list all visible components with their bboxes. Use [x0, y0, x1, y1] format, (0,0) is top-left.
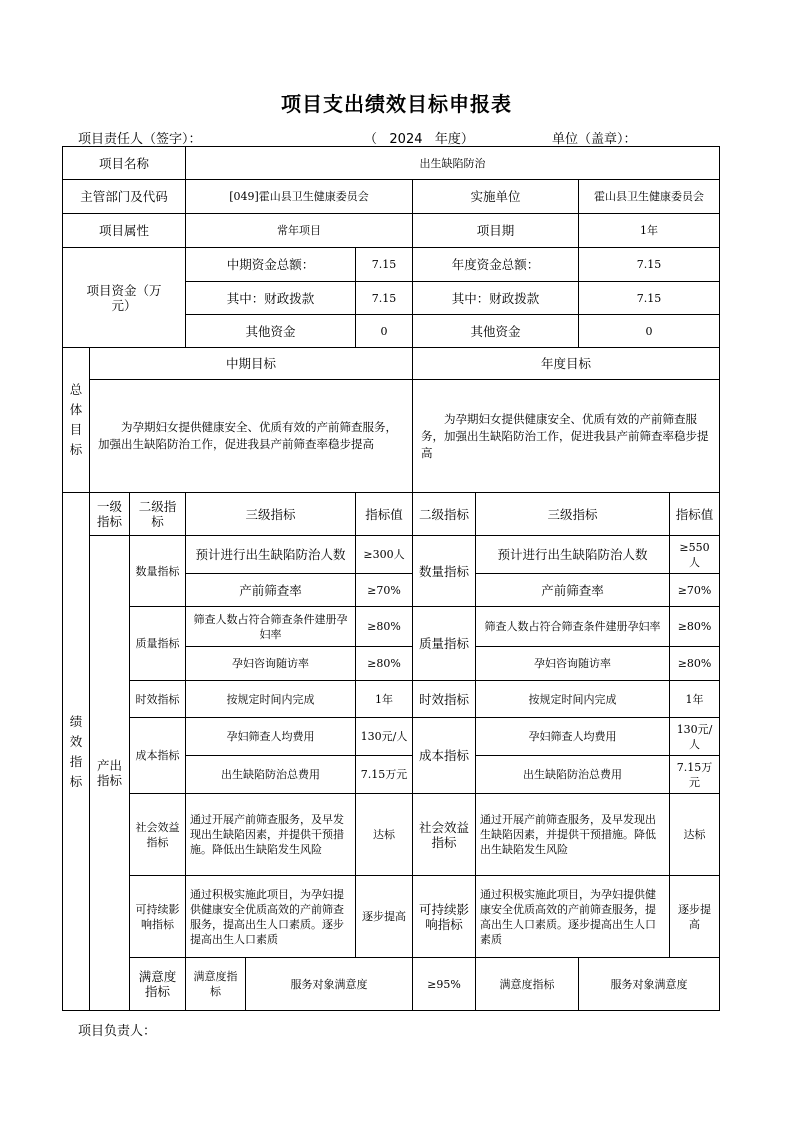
- table-cell: ≥70%: [670, 574, 720, 607]
- indicators-label: 绩效指标: [63, 493, 90, 1011]
- table-cell: 筛查人数占符合筛查条件建册孕妇率: [186, 607, 356, 647]
- table-cell: 产前筛查率: [186, 574, 356, 607]
- year-other: 0: [579, 315, 720, 348]
- table-cell: 130元/人: [356, 718, 413, 756]
- page-title: 项目支出绩效目标申报表: [281, 92, 512, 116]
- table-cell: 孕妇筛查人均费用: [476, 718, 670, 756]
- unit-label: 单位（盖章）：: [552, 132, 637, 147]
- dept-value: [049]霍山县卫生健康委员会: [186, 180, 413, 214]
- table-cell: 达标: [670, 794, 720, 876]
- table-cell: 通过积极实施此项目，为孕妇提供健康安全优质高效的产前筛查服务，提高出生人口素质。逐步提高出生人口素质: [476, 876, 670, 958]
- table-cell: 服务对象满意度: [579, 958, 720, 1011]
- attr-value: 常年项目: [186, 214, 413, 248]
- table-cell: 通过开展产前筛查服务，及早发现出生缺陷因素，并提供干预措施。降低出生缺陷发生风险: [186, 794, 356, 876]
- sustainable-label: 可持续影响指标: [130, 876, 186, 958]
- mid-total-label: 中期资金总额：: [186, 248, 356, 282]
- period-label: 项目期: [413, 214, 579, 248]
- level2-header-year: 二级指标: [413, 493, 476, 536]
- level3-header: 三级指标: [186, 493, 356, 536]
- value-header-year: 指标值: [670, 493, 720, 536]
- year-text: （ 2024 年度）: [364, 132, 474, 147]
- social-benefit-label: 社会效益指标: [130, 794, 186, 876]
- level3-header-year: 三级指标: [476, 493, 670, 536]
- table-cell: 预计进行出生缺陷防治人数: [186, 536, 356, 574]
- table-cell: 130元/人: [670, 718, 720, 756]
- sustainable-label-year: 可持续影响指标: [413, 876, 476, 958]
- table-cell: 1年: [356, 681, 413, 718]
- period-value: 1年: [579, 214, 720, 248]
- performance-table: [62, 146, 720, 1011]
- mid-other: 0: [356, 315, 413, 348]
- impl-value: 霍山县卫生健康委员会: [579, 180, 720, 214]
- table-cell: 达标: [356, 794, 413, 876]
- table-cell: 出生缺陷防治总费用: [186, 756, 356, 794]
- quality-label-year: 质量指标: [413, 607, 476, 681]
- table-cell: ≥300人: [356, 536, 413, 574]
- table-cell: ≥95%: [413, 958, 476, 1011]
- satisfaction-level1-label: 满意度指标: [130, 958, 186, 1011]
- quality-label: 质量指标: [130, 607, 186, 681]
- output-indicator-label: 产出指标: [90, 536, 130, 1011]
- year-fiscal-label: 其中：财政拨款: [413, 282, 579, 315]
- cost-label-year: 成本指标: [413, 718, 476, 794]
- overall-goal-label: 总体目标: [63, 348, 90, 493]
- table-cell: 筛查人数占符合筛查条件建册孕妇率: [476, 607, 670, 647]
- table-cell: ≥80%: [670, 607, 720, 647]
- project-leader-label: 项目负责人：: [78, 1024, 157, 1039]
- responsible-label: 项目责任人（签字）：: [78, 132, 202, 147]
- table-cell: 逐步提高: [356, 876, 413, 958]
- mid-other-label: 其他资金: [186, 315, 356, 348]
- quantity-label-year: 数量指标: [413, 536, 476, 607]
- mid-fiscal: 7.15: [356, 282, 413, 315]
- table-cell: 预计进行出生缺陷防治人数: [476, 536, 670, 574]
- year-goal-header: 年度目标: [413, 348, 720, 380]
- timeliness-label: 时效指标: [130, 681, 186, 718]
- table-cell: 孕妇筛查人均费用: [186, 718, 356, 756]
- table-cell: ≥80%: [670, 647, 720, 681]
- table-cell: ≥80%: [356, 607, 413, 647]
- table-cell: 孕妇咨询随访率: [476, 647, 670, 681]
- mid-total: 7.15: [356, 248, 413, 282]
- table-cell: ≥70%: [356, 574, 413, 607]
- table-cell: 孕妇咨询随访率: [186, 647, 356, 681]
- table-cell: 服务对象满意度: [246, 958, 413, 1011]
- quantity-label: 数量指标: [130, 536, 186, 607]
- cost-label: 成本指标: [130, 718, 186, 794]
- table-cell: 按规定时间内完成: [186, 681, 356, 718]
- impl-label: 实施单位: [413, 180, 579, 214]
- table-cell: 按规定时间内完成: [476, 681, 670, 718]
- table-cell: 7.15万元: [356, 756, 413, 794]
- table-cell: 产前筛查率: [476, 574, 670, 607]
- level2-header: 二级指标: [130, 493, 186, 536]
- mid-fiscal-label: 其中：财政拨款: [186, 282, 356, 315]
- year-fiscal: 7.15: [579, 282, 720, 315]
- table-cell: ≥550人: [670, 536, 720, 574]
- satisfaction-label: 满意度指标: [186, 958, 246, 1011]
- table-cell: 通过积极实施此项目，为孕妇提供健康安全优质高效的产前筛查服务，提高出生人口素质。逐步提高出生人口素质: [186, 876, 356, 958]
- year-other-label: 其他资金: [413, 315, 579, 348]
- dept-label: 主管部门及代码: [63, 180, 186, 214]
- funds-label: 项目资金（万元）: [63, 248, 186, 348]
- satisfaction-label-year: 满意度指标: [476, 958, 579, 1011]
- mid-goal-header: 中期目标: [90, 348, 413, 380]
- year-total-label: 年度资金总额：: [413, 248, 579, 282]
- table-cell: 出生缺陷防治总费用: [476, 756, 670, 794]
- table-cell: ≥80%: [356, 647, 413, 681]
- level1-header: 一级指标: [90, 493, 130, 536]
- social-benefit-label-year: 社会效益指标: [413, 794, 476, 876]
- table-cell: 7.15万元: [670, 756, 720, 794]
- table-cell: 通过开展产前筛查服务，及早发现出生缺陷因素，并提供干预措施。降低出生缺陷发生风险: [476, 794, 670, 876]
- mid-goal-text: 为孕期妇女提供健康安全、优质有效的产前筛查服务，加强出生缺陷防治工作，促进我县产前筛查率稳步提高: [90, 380, 413, 493]
- table-cell: 逐步提高: [670, 876, 720, 958]
- project-name: 出生缺陷防治: [186, 147, 720, 180]
- value-header: 指标值: [356, 493, 413, 536]
- table-cell: 1年: [670, 681, 720, 718]
- project-name-label: 项目名称: [63, 147, 186, 180]
- year-total: 7.15: [579, 248, 720, 282]
- attr-label: 项目属性: [63, 214, 186, 248]
- year-goal-text: 为孕期妇女提供健康安全、优质有效的产前筛查服务，加强出生缺陷防治工作，促进我县产前筛查率稳步提高: [413, 380, 720, 493]
- timeliness-label-year: 时效指标: [413, 681, 476, 718]
